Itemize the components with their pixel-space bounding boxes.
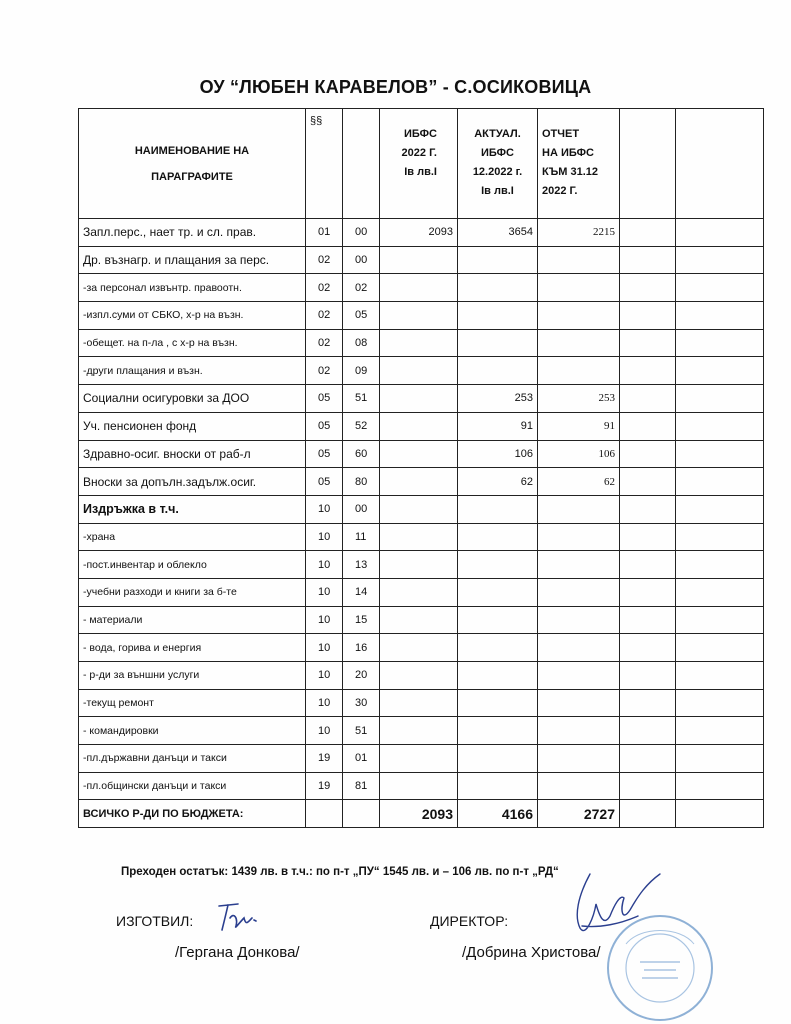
row-subparagraph-code: 20 — [343, 662, 380, 690]
row-name: Социални осигуровки за ДОО — [79, 385, 306, 413]
row-report — [538, 329, 620, 357]
empty-cell — [620, 800, 676, 828]
row-report — [538, 578, 620, 606]
row-ibfs-2022 — [380, 634, 458, 662]
table-row — [79, 246, 764, 274]
row-ibfs-2022 — [380, 412, 458, 440]
table-row — [79, 495, 764, 523]
row-name: -учебни разходи и книги за б-те — [79, 578, 306, 606]
row-subparagraph-code: 02 — [343, 274, 380, 302]
header-empty-cell — [620, 109, 676, 219]
row-name: -пост.инвентар и облекло — [79, 551, 306, 579]
empty-cell — [620, 440, 676, 468]
row-ibfs-2022 — [380, 329, 458, 357]
empty-cell — [676, 302, 764, 330]
row-ibfs-2022 — [380, 246, 458, 274]
empty-cell — [620, 302, 676, 330]
table-header-row — [79, 109, 764, 219]
total-label: ВСИЧКО Р-ДИ ПО БЮДЖЕТА: — [79, 800, 306, 828]
header-empty-cell — [343, 109, 380, 219]
row-report — [538, 634, 620, 662]
row-report — [538, 662, 620, 690]
table-row — [79, 578, 764, 606]
empty-cell — [620, 745, 676, 773]
empty-cell — [676, 274, 764, 302]
row-report: 62 — [538, 468, 620, 496]
empty-cell — [620, 717, 676, 745]
empty-cell — [620, 357, 676, 385]
row-paragraph-code: 10 — [306, 523, 343, 551]
row-name: -храна — [79, 523, 306, 551]
row-report — [538, 745, 620, 773]
table-row — [79, 302, 764, 330]
row-name: Уч. пенсионен фонд — [79, 412, 306, 440]
row-actual-ibfs — [458, 745, 538, 773]
table-row — [79, 412, 764, 440]
row-ibfs-2022 — [380, 662, 458, 690]
row-ibfs-2022: 2093 — [380, 219, 458, 247]
row-name: -пл.държавни данъци и такси — [79, 745, 306, 773]
row-actual-ibfs — [458, 302, 538, 330]
empty-cell — [620, 246, 676, 274]
table-row — [79, 689, 764, 717]
row-name: - р-ди за външни услуги — [79, 662, 306, 690]
row-paragraph-code: 02 — [306, 302, 343, 330]
row-report: 106 — [538, 440, 620, 468]
row-paragraph-code: 10 — [306, 578, 343, 606]
row-paragraph-code: 02 — [306, 274, 343, 302]
row-actual-ibfs — [458, 662, 538, 690]
total-ibfs-2022: 2093 — [380, 800, 458, 828]
row-actual-ibfs — [458, 772, 538, 800]
row-subparagraph-code: 08 — [343, 329, 380, 357]
table-row — [79, 662, 764, 690]
empty-cell — [620, 772, 676, 800]
table-row — [79, 385, 764, 413]
row-ibfs-2022 — [380, 302, 458, 330]
row-name: - вода, горива и енергия — [79, 634, 306, 662]
row-report — [538, 606, 620, 634]
empty-cell — [620, 219, 676, 247]
row-name: -за персонал извънтр. правоотн. — [79, 274, 306, 302]
empty-cell — [620, 578, 676, 606]
row-actual-ibfs: 106 — [458, 440, 538, 468]
row-paragraph-code: 02 — [306, 246, 343, 274]
empty-cell — [620, 662, 676, 690]
empty-cell — [676, 219, 764, 247]
row-paragraph-code: 10 — [306, 606, 343, 634]
row-paragraph-code: 05 — [306, 440, 343, 468]
carryover-note: Преходен остатък: 1439 лв. в т.ч.: по п-т „ПУ“ 1545 лв. и – 106 лв. по п-т „РД“ — [121, 866, 559, 878]
row-paragraph-code: 01 — [306, 219, 343, 247]
row-report: 253 — [538, 385, 620, 413]
row-subparagraph-code: 15 — [343, 606, 380, 634]
total-actual-ibfs: 4166 — [458, 800, 538, 828]
empty-cell — [676, 662, 764, 690]
table-row — [79, 274, 764, 302]
empty-cell — [620, 634, 676, 662]
table-row — [79, 606, 764, 634]
table-row — [79, 551, 764, 579]
row-report — [538, 357, 620, 385]
table-row — [79, 357, 764, 385]
empty-cell — [676, 468, 764, 496]
row-actual-ibfs: 253 — [458, 385, 538, 413]
row-paragraph-code: 05 — [306, 385, 343, 413]
row-actual-ibfs — [458, 246, 538, 274]
row-name: Вноски за допълн.задълж.осиг. — [79, 468, 306, 496]
row-actual-ibfs — [458, 495, 538, 523]
row-report — [538, 495, 620, 523]
table-row — [79, 219, 764, 247]
row-paragraph-code: 05 — [306, 468, 343, 496]
row-ibfs-2022 — [380, 717, 458, 745]
row-ibfs-2022 — [380, 274, 458, 302]
table-row — [79, 745, 764, 773]
row-report — [538, 523, 620, 551]
header-actual-ibfs: АКТУАЛ. ИБФС 12.2022 г. Iв лв.I — [458, 109, 538, 219]
row-name: - материали — [79, 606, 306, 634]
row-ibfs-2022 — [380, 606, 458, 634]
empty-cell — [620, 385, 676, 413]
empty-cell — [676, 329, 764, 357]
row-subparagraph-code: 00 — [343, 219, 380, 247]
row-name: -текущ ремонт — [79, 689, 306, 717]
row-paragraph-code: 10 — [306, 717, 343, 745]
row-paragraph-code: 10 — [306, 495, 343, 523]
row-report — [538, 246, 620, 274]
row-paragraph-code: 19 — [306, 772, 343, 800]
row-paragraph-code: 10 — [306, 689, 343, 717]
row-actual-ibfs: 3654 — [458, 219, 538, 247]
empty-cell — [620, 689, 676, 717]
row-actual-ibfs — [458, 606, 538, 634]
empty-cell — [676, 800, 764, 828]
table-row — [79, 329, 764, 357]
table-row — [79, 717, 764, 745]
empty-cell — [620, 495, 676, 523]
empty-cell — [676, 745, 764, 773]
header-name: НАИМЕНОВАНИЕ НА ПАРАГРАФИТЕ — [79, 109, 306, 219]
row-name: Запл.перс., нает тр. и сл. прав. — [79, 219, 306, 247]
header-report: ОТЧЕТ НА ИБФС КЪМ 31.12 2022 Г. — [538, 109, 620, 219]
empty-cell — [620, 523, 676, 551]
row-paragraph-code: 10 — [306, 634, 343, 662]
row-subparagraph-code: 51 — [343, 717, 380, 745]
row-ibfs-2022 — [380, 578, 458, 606]
empty-cell — [620, 412, 676, 440]
table-row — [79, 523, 764, 551]
row-paragraph-code: 02 — [306, 357, 343, 385]
row-subparagraph-code: 09 — [343, 357, 380, 385]
row-report — [538, 717, 620, 745]
empty-cell — [676, 440, 764, 468]
page-title: ОУ “ЛЮБЕН КАРАВЕЛОВ” - С.ОСИКОВИЦА — [199, 77, 592, 97]
row-name: -други плащания и възн. — [79, 357, 306, 385]
row-subparagraph-code: 00 — [343, 495, 380, 523]
empty-cell — [676, 412, 764, 440]
empty-cell — [620, 606, 676, 634]
row-subparagraph-code: 13 — [343, 551, 380, 579]
row-name: -пл.общински данъци и такси — [79, 772, 306, 800]
budget-table — [78, 108, 764, 828]
row-ibfs-2022 — [380, 468, 458, 496]
empty-cell — [676, 357, 764, 385]
row-ibfs-2022 — [380, 385, 458, 413]
row-subparagraph-code: 80 — [343, 468, 380, 496]
table-row — [79, 440, 764, 468]
row-subparagraph-code: 14 — [343, 578, 380, 606]
row-report — [538, 302, 620, 330]
row-subparagraph-code: 51 — [343, 385, 380, 413]
row-paragraph-code: 05 — [306, 412, 343, 440]
row-ibfs-2022 — [380, 745, 458, 773]
row-name: Здравно-осиг. вноски от раб-л — [79, 440, 306, 468]
header-section-sign: §§ — [306, 109, 343, 219]
header-ibfs-2022: ИБФС 2022 Г. Iв лв.I — [380, 109, 458, 219]
row-report — [538, 689, 620, 717]
row-name: -обещет. на п-ла , с х-р на възн. — [79, 329, 306, 357]
row-report — [538, 551, 620, 579]
school-stamp-icon — [600, 908, 720, 1024]
row-paragraph-code: 10 — [306, 662, 343, 690]
row-subparagraph-code: 52 — [343, 412, 380, 440]
row-name: Издръжка в т.ч. — [79, 495, 306, 523]
total-report: 2727 — [538, 800, 620, 828]
row-subparagraph-code: 00 — [343, 246, 380, 274]
prepared-by-label: ИЗГОТВИЛ: — [116, 913, 194, 929]
empty-cell — [676, 717, 764, 745]
row-actual-ibfs — [458, 551, 538, 579]
row-name: Др. възнагр. и плащания за перс. — [79, 246, 306, 274]
empty-cell — [676, 495, 764, 523]
row-actual-ibfs — [458, 717, 538, 745]
row-actual-ibfs: 91 — [458, 412, 538, 440]
row-ibfs-2022 — [380, 551, 458, 579]
row-actual-ibfs — [458, 634, 538, 662]
empty-cell — [676, 578, 764, 606]
empty-cell — [620, 551, 676, 579]
row-subparagraph-code: 11 — [343, 523, 380, 551]
row-report — [538, 274, 620, 302]
empty-cell — [676, 689, 764, 717]
row-actual-ibfs — [458, 689, 538, 717]
row-paragraph-code: 19 — [306, 745, 343, 773]
empty-cell — [620, 274, 676, 302]
empty-cell — [676, 634, 764, 662]
row-actual-ibfs — [458, 274, 538, 302]
empty-cell — [676, 551, 764, 579]
empty-cell — [620, 329, 676, 357]
row-actual-ibfs: 62 — [458, 468, 538, 496]
prepared-by-name: /Гергана Донкова/ — [175, 944, 300, 961]
header-empty-cell — [676, 109, 764, 219]
row-actual-ibfs — [458, 357, 538, 385]
row-name: - командировки — [79, 717, 306, 745]
empty-cell — [306, 800, 343, 828]
director-name: /Добрина Христова/ — [462, 944, 601, 961]
empty-cell — [676, 523, 764, 551]
row-name: -изпл.суми от СБКО, х-р на възн. — [79, 302, 306, 330]
empty-cell — [676, 772, 764, 800]
row-ibfs-2022 — [380, 689, 458, 717]
row-subparagraph-code: 01 — [343, 745, 380, 773]
row-paragraph-code: 10 — [306, 551, 343, 579]
row-subparagraph-code: 81 — [343, 772, 380, 800]
preparer-signature-icon — [214, 900, 264, 934]
row-report: 2215 — [538, 219, 620, 247]
table-row — [79, 468, 764, 496]
row-report: 91 — [538, 412, 620, 440]
row-ibfs-2022 — [380, 523, 458, 551]
row-actual-ibfs — [458, 578, 538, 606]
row-subparagraph-code: 05 — [343, 302, 380, 330]
row-ibfs-2022 — [380, 440, 458, 468]
row-ibfs-2022 — [380, 495, 458, 523]
empty-cell — [620, 468, 676, 496]
empty-cell — [343, 800, 380, 828]
row-report — [538, 772, 620, 800]
row-subparagraph-code: 16 — [343, 634, 380, 662]
empty-cell — [676, 385, 764, 413]
table-row — [79, 772, 764, 800]
total-row — [79, 800, 764, 828]
row-ibfs-2022 — [380, 357, 458, 385]
row-paragraph-code: 02 — [306, 329, 343, 357]
row-ibfs-2022 — [380, 772, 458, 800]
empty-cell — [676, 246, 764, 274]
row-actual-ibfs — [458, 523, 538, 551]
row-subparagraph-code: 30 — [343, 689, 380, 717]
row-subparagraph-code: 60 — [343, 440, 380, 468]
table-row — [79, 634, 764, 662]
row-actual-ibfs — [458, 329, 538, 357]
director-label: ДИРЕКТОР: — [430, 913, 509, 929]
empty-cell — [676, 606, 764, 634]
